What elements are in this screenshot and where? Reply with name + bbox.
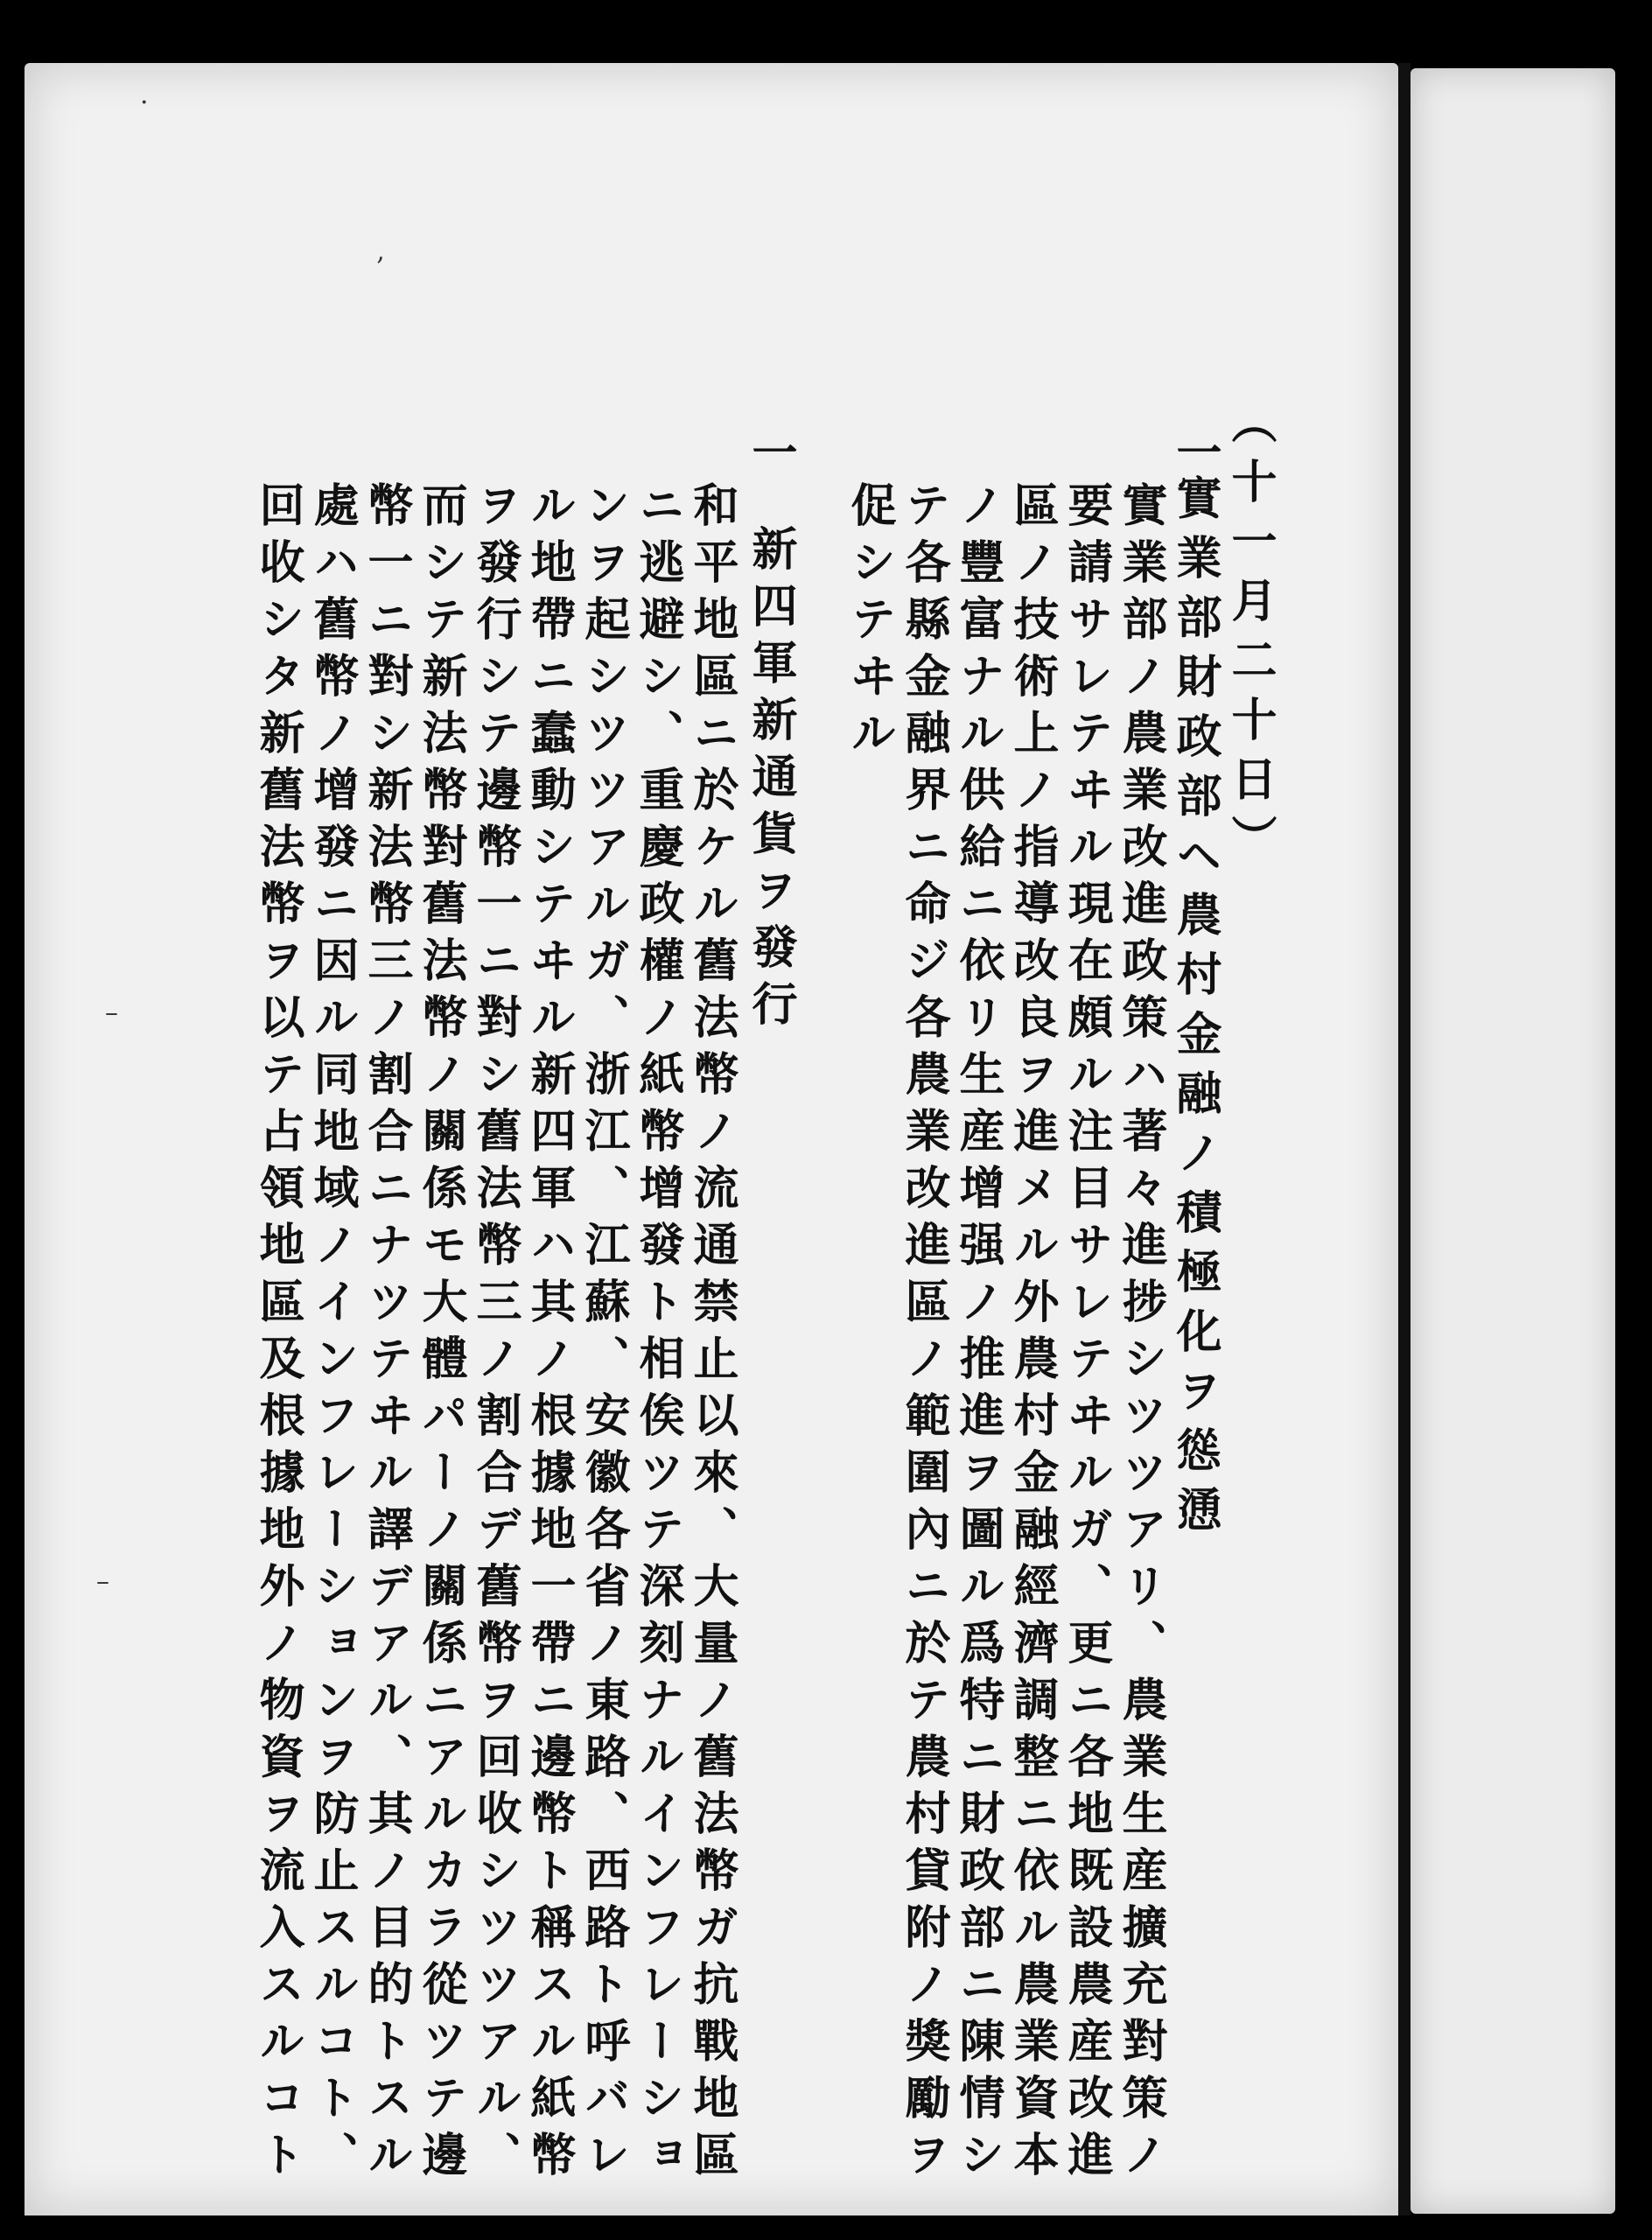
section2-line-1: 和平地區ニ於ケル舊法幣ノ流通禁止以來、大量ノ舊法幣ガ抗戰地區 [685,481,738,2188]
date-heading: （十一月二十日） [1223,398,1277,874]
section2-line-8: 處ハ舊幣ノ增發ニ因ル同地域ノインフレーションヲ防止スルコト、 [305,481,359,2188]
ink-speck: · [140,88,149,118]
section1-line-3: 區ノ技術上ノ指導改良ヲ進メル外農村金融經濟調整ニ依ル農業資本 [1005,481,1059,2188]
section2-line-9: 回收シタ新舊法幣ヲ以テ占領地區及根據地外ノ物資ヲ流入スルコト [251,481,304,2188]
section1-line-5: テ各縣金融界ニ命ジ各農業改進區ノ範圍內ニ於テ農村貸附ノ獎勵ヲ [897,481,950,2188]
section1-title: 實業部財政部ヘ農村金融ノ積極化ヲ慫慂 [1168,474,1222,1545]
section1-title-line [1168,429,1221,1545]
section1-marker: 一 [1168,429,1222,474]
ink-speck: – [105,998,118,1028]
ink-speck: – [96,1566,109,1597]
section2-line-5: ヲ發行シテ邊幣一ニ對シ舊法幣三ノ割合デ舊幣ヲ回收シツツアル、 [468,481,522,2188]
page-gutter [1398,63,1410,2216]
section2-line-6: 而シテ新法幣對舊法幣ノ關係モ大體パーノ關係ニアルカラ從ツテ邊 [414,481,467,2188]
section2-marker: 一 [744,429,797,474]
section1-line-6: 促シテヰル [843,481,896,766]
section1-line-1: 實業部ノ農業改進政策ハ著々進捗シツツアリ、農業生産擴充對策ノ [1114,481,1167,2188]
section1-line-4: ノ豐富ナル供給ニ依リ生産增强ノ推進ヲ圖ル爲特ニ財政部ニ陳情シ [951,481,1004,2188]
section2-line-7: 幣一ニ對シ新法幣三ノ割合ニナツテヰル譯デアル、其ノ目的トスル [360,481,413,2188]
ink-speck: ‚ [376,236,385,267]
section2-title-line [744,429,796,474]
adjacent-page-edge [1410,68,1615,2214]
section2-line-3: ンヲ起シツツアルガ、浙江、江蘇、安徽各省ノ東路、西路ト呼バレ [577,481,630,2188]
section2-line-2: ニ逃避シ、重慶政權ノ紙幣增發ト相俟ツテ深刻ナルインフレーショ [631,481,684,2188]
section2-title: 新四軍新通貨ヲ發行 [744,525,797,1037]
section1-line-2: 要請サレテヰル現在頗ル注目サレテヰルガ、更ニ各地既設農産改進 [1060,481,1113,2188]
section2-line-4: ル地帶ニ蠢動シテヰル新四軍ハ其ノ根據地一帶ニ邊幣ト稱スル紙幣 [522,481,576,2188]
